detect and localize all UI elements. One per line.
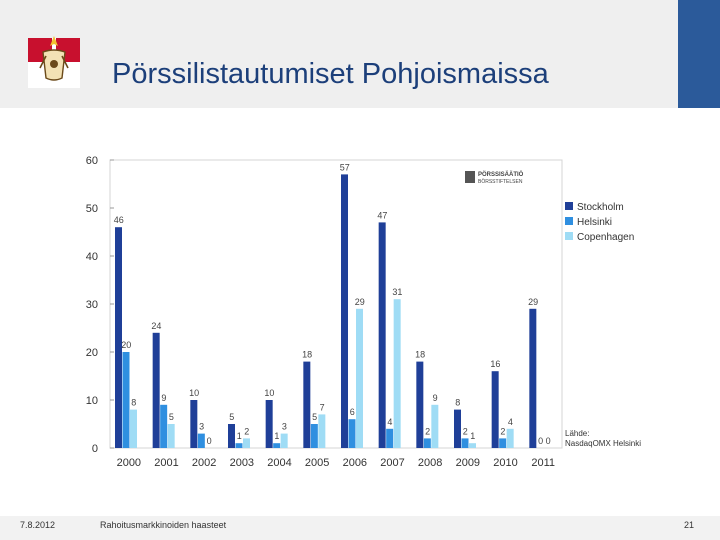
x-tick-label: 2000 — [116, 457, 142, 469]
slide-title: Pörssilistautumiset Pohjoismaissa — [112, 58, 549, 90]
stamp-line1: PÖRSSISÄÄTIÖ — [478, 172, 524, 178]
bar-helsinki-2004 — [273, 443, 280, 448]
legend-label-stockholm: Stockholm — [577, 202, 624, 213]
bar-helsinki-2000 — [123, 352, 130, 448]
data-label: 46 — [113, 215, 124, 226]
x-tick-label: 2004 — [267, 457, 292, 469]
data-label: 8 — [455, 397, 461, 408]
y-tick-label: 40 — [85, 251, 98, 263]
data-label: 6 — [349, 407, 355, 418]
bar-stockholm-2003 — [228, 424, 235, 448]
bar-copenhagen-2001 — [168, 424, 175, 448]
bar-copenhagen-2010 — [507, 429, 514, 448]
data-label: 0 — [545, 436, 551, 446]
data-label: 5 — [168, 412, 174, 422]
footer-date: 7.8.2012 — [20, 520, 56, 530]
data-label: 0 — [538, 436, 544, 446]
bar-stockholm-2005 — [303, 362, 310, 448]
legend-swatch-copenhagen — [565, 232, 573, 240]
legend-swatch-stockholm — [565, 202, 573, 210]
bar-helsinki-2010 — [499, 438, 506, 448]
data-label: 2 — [244, 426, 250, 437]
bar-stockholm-2008 — [416, 362, 423, 448]
data-label: 3 — [281, 421, 287, 432]
bar-stockholm-2011 — [529, 309, 536, 448]
data-label: 5 — [312, 412, 318, 422]
source-label: Lähde: — [565, 429, 590, 438]
data-label: 18 — [302, 349, 313, 360]
x-tick-label: 2006 — [342, 457, 368, 469]
x-tick-label: 2005 — [304, 457, 330, 469]
data-label: 18 — [415, 349, 426, 360]
data-label: 16 — [490, 359, 501, 370]
data-label: 4 — [507, 416, 513, 427]
bar-stockholm-2002 — [190, 400, 197, 448]
data-label: 5 — [229, 412, 235, 422]
data-label: 47 — [377, 210, 388, 221]
bar-helsinki-2001 — [160, 405, 167, 448]
legend-swatch-helsinki — [565, 217, 573, 225]
bar-helsinki-2007 — [386, 429, 393, 448]
bar-stockholm-2009 — [454, 410, 461, 448]
x-tick-label: 2003 — [229, 457, 255, 469]
data-label: 1 — [470, 431, 476, 442]
source-name: NasdaqOMX Helsinki — [565, 439, 642, 448]
legend-label-copenhagen: Copenhagen — [577, 232, 635, 243]
data-label: 24 — [151, 320, 162, 331]
data-label: 4 — [387, 416, 393, 427]
data-label: 0 — [206, 436, 212, 446]
bar-helsinki-2002 — [198, 434, 205, 448]
stamp-line2: BÖRSSTIFTELSEN — [478, 179, 523, 185]
data-label: 29 — [354, 296, 365, 307]
x-tick-label: 2009 — [455, 457, 481, 469]
bar-copenhagen-2007 — [394, 299, 401, 448]
stamp-icon — [465, 171, 475, 183]
x-tick-label: 2007 — [380, 457, 405, 469]
data-label: 9 — [161, 392, 167, 403]
data-label: 8 — [131, 397, 137, 408]
bar-stockholm-2007 — [379, 222, 386, 448]
y-tick-label: 20 — [85, 347, 98, 359]
y-tick-label: 60 — [85, 155, 98, 167]
y-tick-label: 10 — [85, 395, 98, 407]
bar-copenhagen-2000 — [130, 410, 137, 448]
bar-stockholm-2004 — [266, 400, 273, 448]
data-label: 10 — [189, 388, 200, 398]
x-tick-label: 2002 — [191, 457, 217, 469]
bar-helsinki-2009 — [462, 438, 469, 448]
y-tick-label: 30 — [85, 299, 98, 311]
data-label: 57 — [339, 162, 350, 173]
bar-helsinki-2003 — [236, 443, 243, 448]
data-label: 10 — [264, 388, 275, 398]
bar-copenhagen-2004 — [281, 434, 288, 448]
bar-helsinki-2005 — [311, 424, 318, 448]
x-tick-label: 2010 — [493, 457, 518, 469]
bar-helsinki-2008 — [424, 438, 431, 448]
bar-stockholm-2000 — [115, 227, 122, 448]
data-label: 1 — [236, 431, 242, 442]
page-number: 21 — [683, 520, 694, 530]
bar-helsinki-2006 — [349, 419, 356, 448]
x-tick-label: 2008 — [417, 457, 443, 469]
data-label: 7 — [319, 402, 325, 413]
data-label: 2 — [500, 426, 506, 437]
data-label: 31 — [392, 287, 403, 298]
data-label: 1 — [274, 431, 280, 442]
data-label: 2 — [462, 426, 468, 437]
x-tick-label: 2011 — [531, 457, 555, 469]
x-tick-label: 2001 — [154, 457, 179, 469]
bar-copenhagen-2003 — [243, 438, 250, 448]
bar-copenhagen-2009 — [469, 443, 476, 448]
data-label: 20 — [121, 340, 132, 350]
bar-stockholm-2006 — [341, 174, 348, 448]
data-label: 2 — [425, 426, 431, 437]
bar-copenhagen-2005 — [318, 414, 325, 448]
bar-stockholm-2001 — [153, 333, 160, 448]
data-label: 29 — [528, 296, 539, 307]
legend-label-helsinki: Helsinki — [577, 217, 613, 228]
y-tick-label: 50 — [85, 203, 98, 215]
y-tick-label: 0 — [91, 443, 98, 455]
bar-stockholm-2010 — [492, 371, 499, 448]
footer-text: Rahoitusmarkkinoiden haasteet — [100, 520, 227, 530]
data-label: 9 — [432, 392, 438, 403]
bar-copenhagen-2006 — [356, 309, 363, 448]
data-label: 3 — [199, 421, 205, 432]
bar-copenhagen-2008 — [431, 405, 438, 448]
